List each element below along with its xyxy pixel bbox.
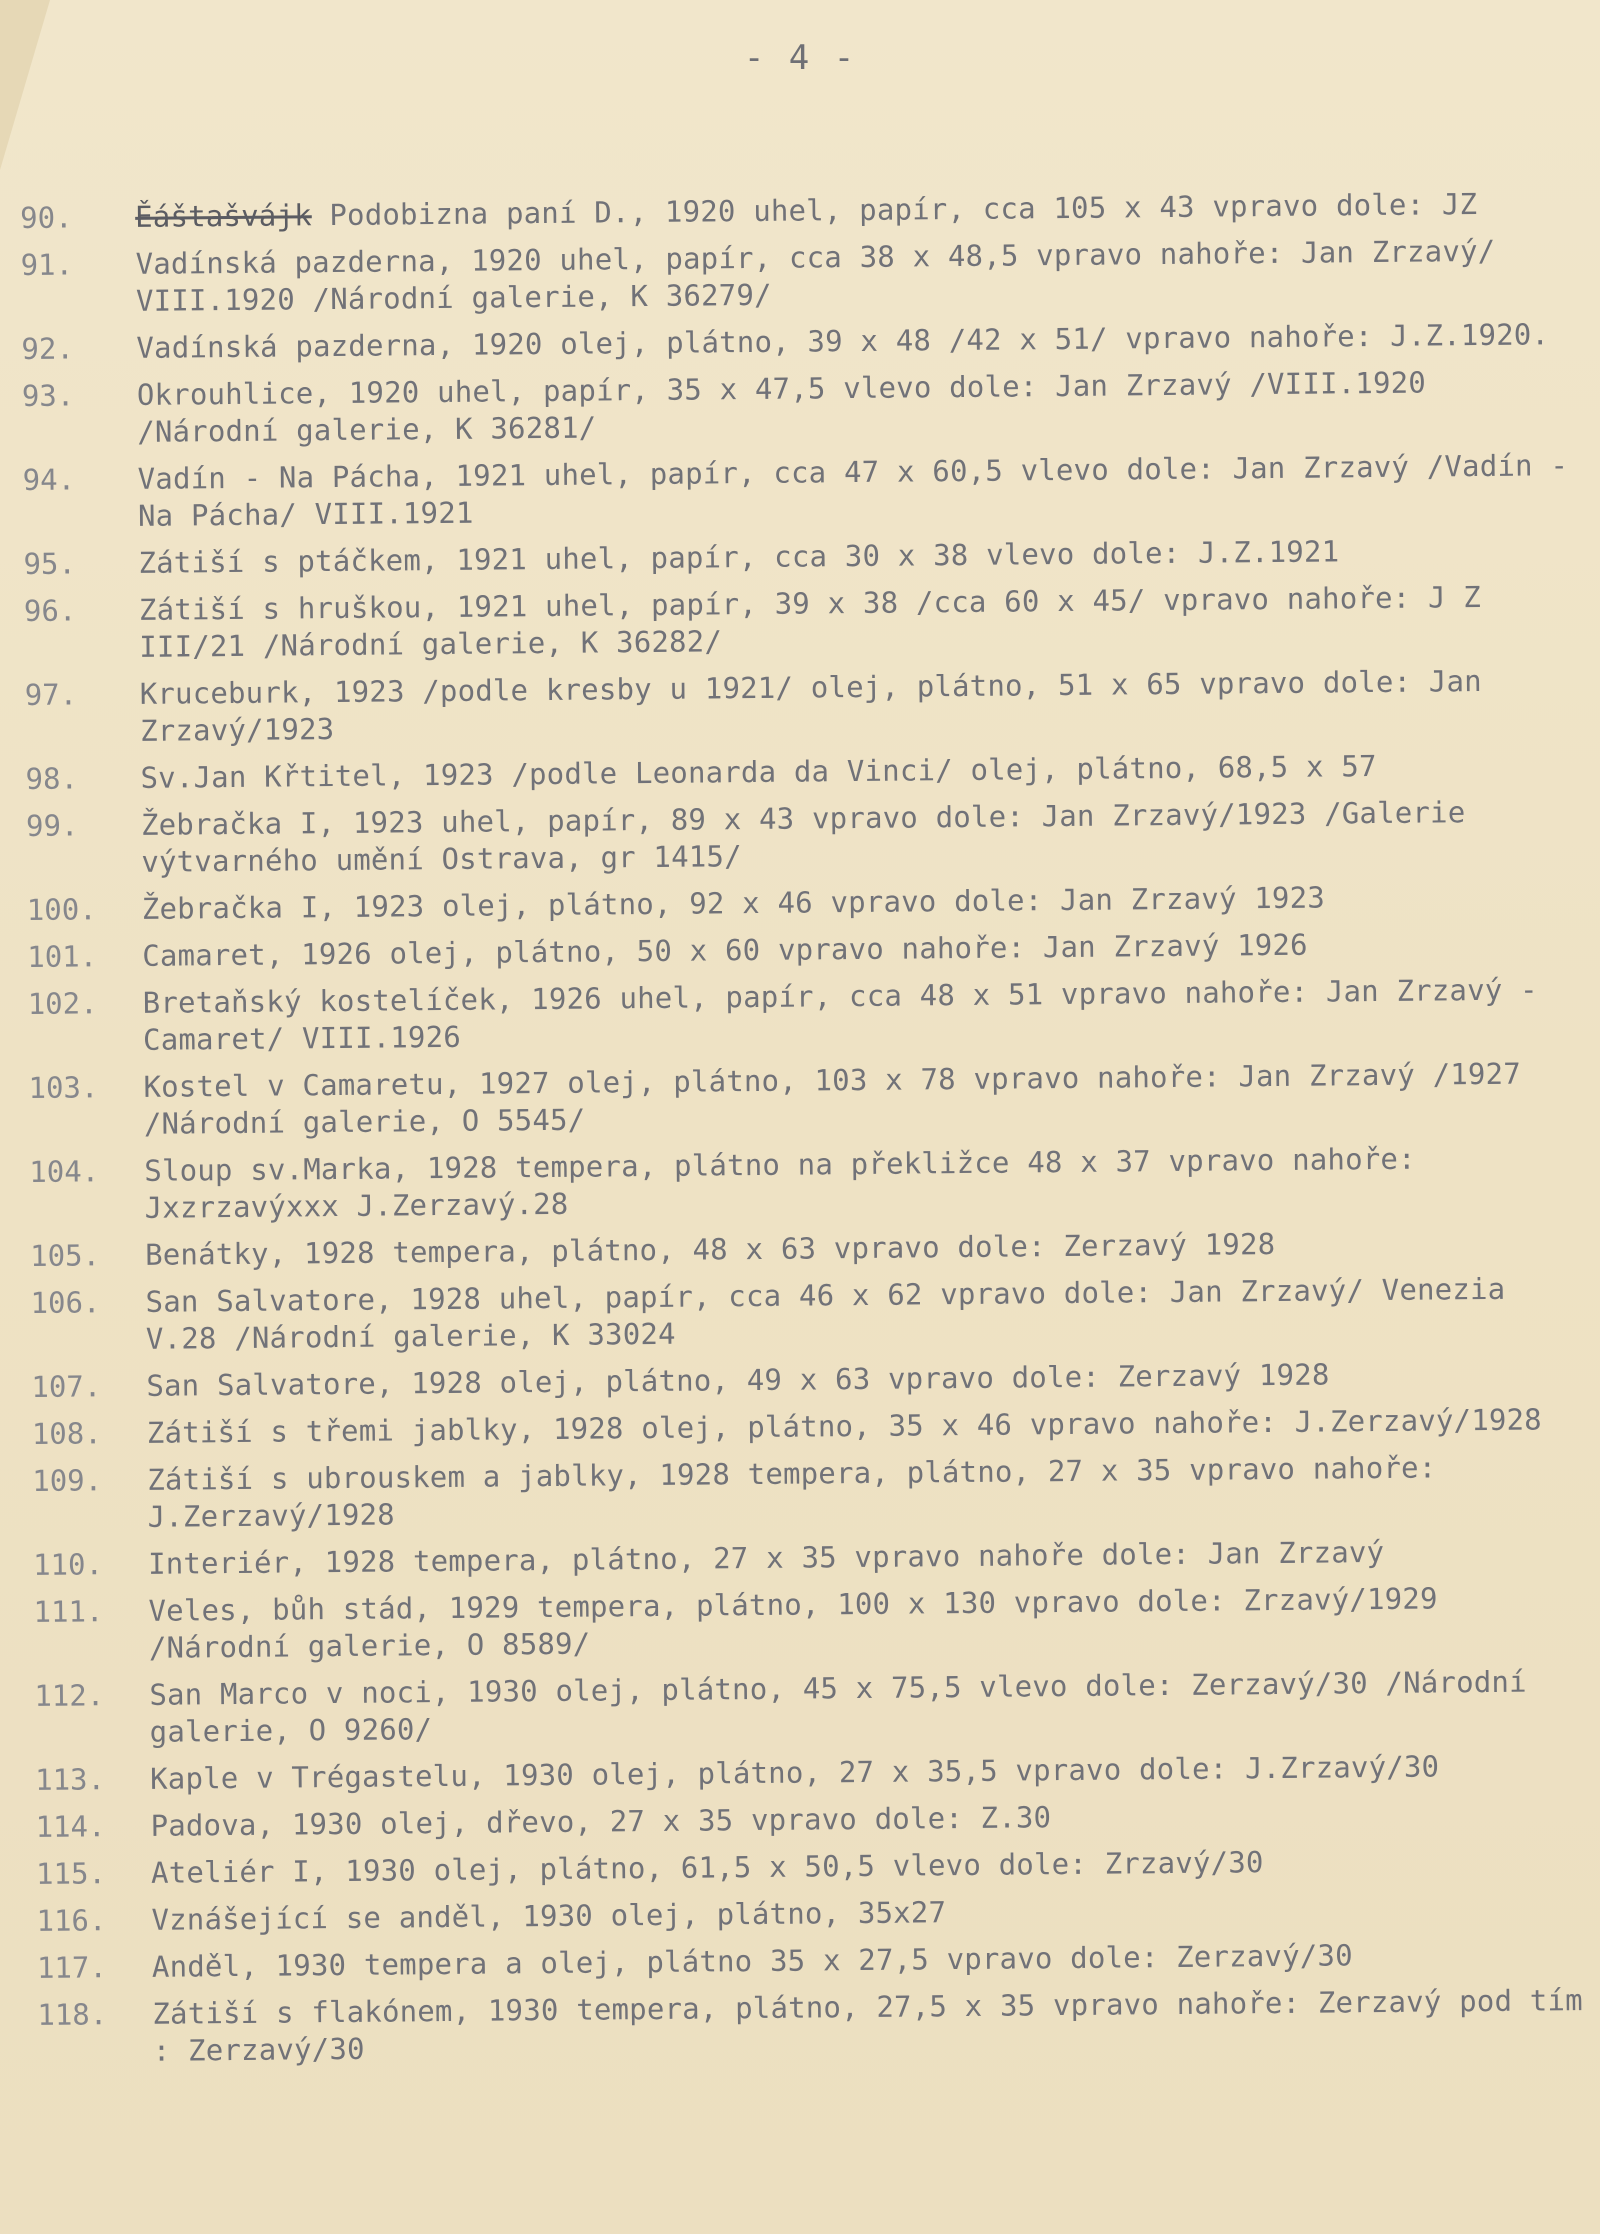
list-item (23, 447, 1584, 536)
entry-text: Kaple v Trégastelu, 1930 olej, plátno, 27 x 35,5 vpravo dole: J.Zrzavý/30 (149, 1749, 1440, 1796)
entry-text: Padova, 1930 olej, dřevo, 27 x 35 vpravo dole: Z.30 (150, 1800, 1052, 1843)
page-number: - 4 - (743, 38, 857, 78)
entry-text: Vadín - Na Pácha, 1921 uhel, papír, cca 47 x 60,5 vlevo dole: Jan Zrzavý /Vadín - Na Pácha/ VIII.1921 (137, 448, 1569, 533)
list-item (25, 746, 1585, 798)
entry-number: 103. (28, 1070, 99, 1105)
entry-number: 108. (31, 1416, 102, 1451)
entry-number: 96. (23, 593, 77, 628)
entry-text: Zátiší s ptáčkem, 1921 uhel, papír, cca 30 x 38 vlevo dole: J.Z.1921 (138, 534, 1340, 580)
folded-corner (0, 0, 50, 170)
entry-number: 104. (29, 1154, 100, 1189)
entry-number: 115. (35, 1856, 107, 1891)
entry-text: Zátiší s hruškou, 1921 uhel, papír, 39 x 38 /cca 60 x 45/ vpravo nahoře: J Z III/21 /Národní galerie, K 36282/ (138, 579, 1482, 664)
entry-text: San Marco v noci, 1930 olej, plátno, 45 x 75,5 vlevo dole: Zerzavý/30 /Národní galerie, O 9260/ (149, 1664, 1527, 1749)
list-item (25, 662, 1586, 751)
list-item (35, 1794, 1595, 1846)
list-item (30, 1223, 1590, 1275)
entry-number: 114. (35, 1809, 106, 1844)
entry-number: 110. (32, 1547, 104, 1582)
list-item (37, 1982, 1598, 2071)
list-item (20, 185, 1580, 237)
list-item (36, 1888, 1596, 1940)
list-item (22, 363, 1583, 452)
list-item (23, 531, 1583, 583)
entry-text: Sv.Jan Křtitel, 1923 /podle Leonarda da Vinci/ olej, plátno, 68,5 x 57 (140, 749, 1377, 795)
list-item (26, 793, 1587, 882)
list-item (31, 1354, 1591, 1406)
entry-text: Žebračka I, 1923 uhel, papír, 89 x 43 vpravo dole: Jan Zrzavý/1923 /Galerie výtvarného umění Ostrava, gr 1415/ (140, 795, 1466, 879)
entry-text: Zátiší s flakónem, 1930 tempera, plátno, 27,5 x 35 vpravo nahoře: Zerzavý pod tím : Zerzavý/30 (152, 1983, 1583, 2068)
entry-text-main: Podobizna paní D., 1920 uhel, papír, cca 105 x 43 vpravo dole: JZ (311, 187, 1478, 233)
entry-text: Benátky, 1928 tempera, plátno, 48 x 63 vpravo dole: Zerzavý 1928 (144, 1226, 1276, 1272)
list-item (37, 1935, 1597, 1987)
list-item (32, 1401, 1592, 1453)
entry-text: Zátiší s ubrouskem a jablky, 1928 tempera, plátno, 27 x 35 vpravo nahoře: J.Zerzavý/1928 (147, 1450, 1437, 1534)
entry-text: Ateliér I, 1930 olej, plátno, 61,5 x 50,5 vlevo dole: Zrzavý/30 (150, 1845, 1264, 1890)
list-item (27, 877, 1587, 929)
list-item (33, 1532, 1593, 1584)
entry-text: Veles, bůh stád, 1929 tempera, plátno, 100 x 130 vpravo dole: Zrzavý/1929 /Národní galerie, O 8589/ (148, 1581, 1438, 1665)
list-item (27, 924, 1587, 976)
entry-text: Vznášející se anděl, 1930 olej, plátno, 35x27 (151, 1895, 947, 1937)
entry-text: San Salvatore, 1928 olej, plátno, 49 x 63 vpravo dole: Zerzavý 1928 (146, 1357, 1330, 1403)
entry-text: Sloup sv.Marka, 1928 tempera, plátno na překližce 48 x 37 vpravo nahoře: Jxzrzavýxxx J.Zerzavý.28 (144, 1141, 1416, 1225)
entry-number: 90. (20, 200, 73, 235)
entry-number: 95. (23, 546, 77, 581)
entry-text: Okrouhlice, 1920 uhel, papír, 35 x 47,5 vlevo dole: Jan Zrzavý /VIII.1920 /Národní galerie, K 36281/ (136, 365, 1427, 449)
list-item (20, 232, 1581, 321)
entry-number: 93. (21, 378, 75, 413)
entry-number: 101. (27, 939, 98, 974)
entry-text: Kostel v Camaretu, 1927 olej, plátno, 103 x 78 vpravo nahoře: Jan Zrzavý /1927 /Národní galerie, O 5545/ (143, 1056, 1522, 1141)
entry-number: 107. (31, 1369, 102, 1404)
entry-number: 109. (32, 1463, 103, 1498)
list-item (24, 578, 1585, 667)
list-item (28, 971, 1589, 1060)
entry-text: Vadínská pazderna, 1920 uhel, papír, cca 38 x 48,5 vpravo nahoře: Jan Zrzavý/ VIII.1920 /Národní galerie, K 36279/ (135, 233, 1496, 318)
entry-number: 117. (36, 1950, 107, 1985)
entry-text: Žebračka I, 1923 olej, plátno, 92 x 46 vpravo dole: Jan Zrzavý 1923 (141, 880, 1326, 926)
entry-number: 105. (29, 1238, 101, 1273)
entry-text: Vadínská pazderna, 1920 olej, plátno, 39 x 48 /42 x 51/ vpravo nahoře: J.Z.1920. (136, 317, 1550, 365)
list-item (33, 1579, 1594, 1668)
list-item (30, 1270, 1591, 1359)
entry-number: 113. (35, 1762, 106, 1797)
entry-text: Bretaňský kostelíček, 1926 uhel, papír, cca 48 x 51 vpravo nahoře: Jan Zrzavý - Camaret/ VIII.1926 (142, 972, 1538, 1057)
entry-number: 98. (25, 761, 79, 796)
entry-text: Anděl, 1930 tempera a olej, plátno 35 x 27,5 vpravo dole: Zerzavý/30 (151, 1938, 1353, 1984)
entry-number: 100. (26, 892, 97, 927)
entry-number: 94. (22, 462, 76, 497)
entry-number: 111. (33, 1594, 104, 1629)
entry-number: 106. (30, 1285, 101, 1320)
entry-number: 91. (20, 247, 74, 282)
entry-text: Camaret, 1926 olej, plátno, 50 x 60 vpravo nahoře: Jan Zrzavý 1926 (142, 927, 1308, 973)
entry-text: Kruceburk, 1923 /podle kresby u 1921/ olej, plátno, 51 x 65 vpravo dole: Jan Zrzavý/1923 (139, 663, 1482, 748)
list-item (21, 316, 1581, 368)
artwork-list (20, 185, 1598, 2081)
list-item (29, 1139, 1590, 1228)
struck-text: Ěáštašvájk (135, 198, 312, 234)
list-item (35, 1747, 1595, 1799)
entry-number: 118. (37, 1997, 108, 2032)
entry-number: 102. (27, 986, 98, 1021)
list-item (36, 1841, 1596, 1893)
entry-number: 97. (24, 677, 78, 712)
entry-number: 112. (34, 1678, 105, 1713)
entry-text: Interiér, 1928 tempera, plátno, 27 x 35 vpravo nahoře dole: Jan Zrzavý (147, 1534, 1385, 1581)
entry-number: 92. (21, 331, 74, 366)
entry-text (135, 185, 1580, 236)
entry-text: Zátiší s třemi jablky, 1928 olej, plátno, 35 x 46 vpravo nahoře: J.Zerzavý/1928 (146, 1402, 1543, 1450)
entry-number: 116. (36, 1903, 107, 1938)
list-item (34, 1663, 1595, 1752)
list-item (28, 1055, 1589, 1144)
list-item (32, 1448, 1593, 1537)
entry-number: 99. (25, 808, 79, 843)
entry-text: San Salvatore, 1928 uhel, papír, cca 46 x 62 vpravo dole: Jan Zrzavý/ Venezia V.28 /Národní galerie, K 33024 (145, 1271, 1506, 1356)
